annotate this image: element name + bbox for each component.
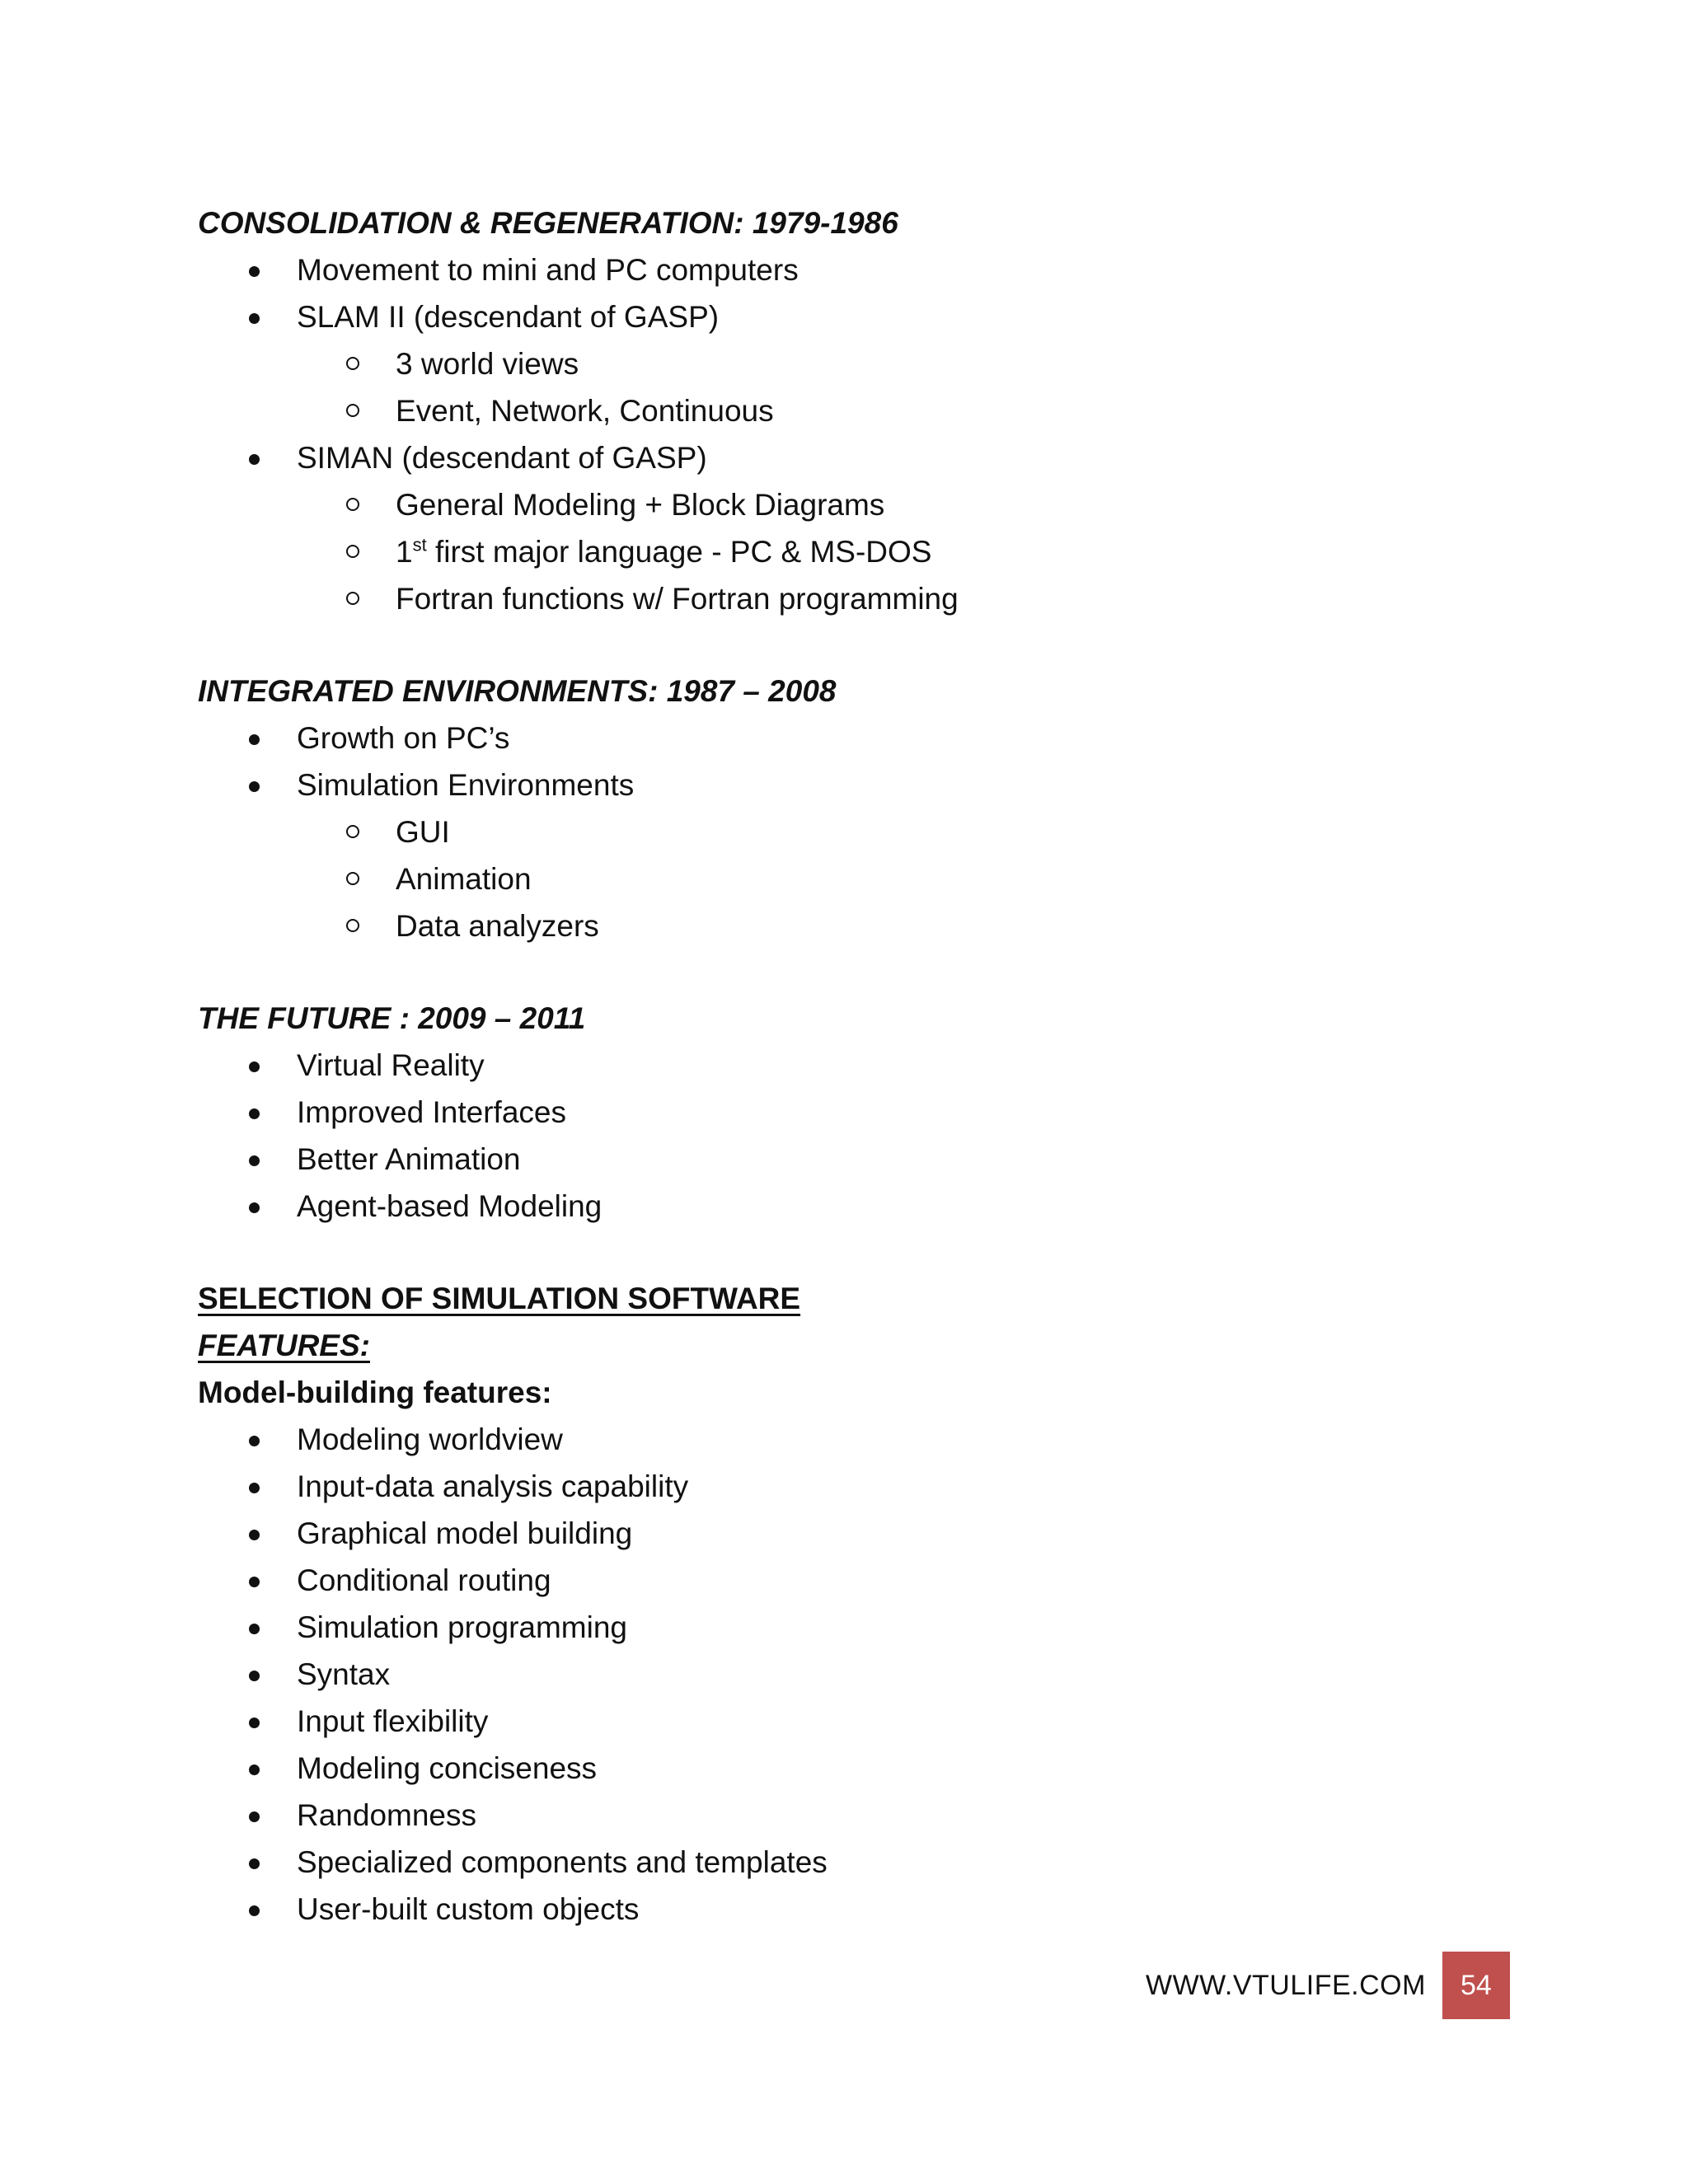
bullet-item (198, 715, 1517, 762)
bullet-circle-icon (346, 872, 359, 885)
bullet-dot-icon (249, 1530, 260, 1540)
list-item (198, 1745, 1517, 1792)
ordinal-suffix: st (412, 534, 427, 555)
bullet-dot-icon (249, 1905, 260, 1916)
bullet-dot-icon (249, 1858, 260, 1869)
sub-bullet-item (198, 808, 1517, 855)
bullet-text: Movement to mini and PC computers (297, 253, 799, 287)
bullet-item (198, 434, 1517, 481)
bullet-dot-icon (249, 1202, 260, 1213)
bullet-item (198, 1089, 1517, 1136)
list-item (198, 1416, 1517, 1463)
bullet-item (198, 1042, 1517, 1089)
sub-bullet-item (198, 902, 1517, 949)
bullet-dot-icon (249, 266, 260, 277)
page-number-badge: 54 (1442, 1952, 1510, 2019)
page-content (198, 199, 1517, 1933)
section-heading-integrated: INTEGRATED ENVIRONMENTS: 1987 – 2008 (198, 674, 837, 708)
bullet-dot-icon (249, 1108, 260, 1119)
list-item (198, 1651, 1517, 1698)
bullet-text: Growth on PC’s (297, 721, 510, 755)
bullet-dot-icon (249, 1671, 260, 1681)
bullet-dot-icon (249, 1765, 260, 1775)
bullet-text: Agent-based Modeling (297, 1189, 603, 1223)
bullet-circle-icon (346, 404, 359, 417)
list-item-text: Input-data analysis capability (297, 1469, 689, 1503)
list-item (198, 1557, 1517, 1604)
bullet-item (198, 762, 1517, 808)
bullet-dot-icon (249, 734, 260, 745)
list-item-text: Specialized components and templates (297, 1845, 828, 1879)
bullet-text: SLAM II (descendant of GASP) (297, 300, 720, 334)
sub-bullet-text: 3 world views (396, 347, 579, 381)
bullet-dot-icon (249, 1483, 260, 1493)
bullet-dot-icon (249, 1811, 260, 1822)
bullet-circle-icon (346, 825, 359, 838)
sub-bullet-item (198, 855, 1517, 902)
list-item-text: Simulation programming (297, 1610, 628, 1644)
list-item (198, 1604, 1517, 1651)
list-item-text: Modeling worldview (297, 1422, 563, 1456)
bullet-dot-icon (249, 1624, 260, 1634)
list-item (198, 1698, 1517, 1745)
bullet-text: Improved Interfaces (297, 1095, 566, 1129)
bullet-dot-icon (249, 1577, 260, 1587)
section-heading-future: THE FUTURE : 2009 – 2011 (198, 1001, 586, 1035)
list-item-text: Graphical model building (297, 1516, 633, 1550)
bullet-dot-icon (249, 454, 260, 465)
list-item-text: Conditional routing (297, 1563, 551, 1597)
sub-bullet-text: first major language - PC & MS-DOS (426, 535, 932, 569)
list-item-text: Randomness (297, 1798, 477, 1832)
bullet-circle-icon (346, 545, 359, 558)
list-item (198, 1886, 1517, 1933)
list-item-text: Input flexibility (297, 1704, 489, 1738)
sub-bullet-item (198, 481, 1517, 528)
bullet-text: Simulation Environments (297, 768, 635, 802)
sub-bullet-text: Event, Network, Continuous (396, 394, 774, 428)
group-heading-model-building: Model-building features: (198, 1376, 552, 1409)
bullet-text: Better Animation (297, 1142, 521, 1176)
bullet-dot-icon (249, 1062, 260, 1072)
page-footer (1146, 1952, 1510, 2019)
bullet-dot-icon (249, 1155, 260, 1166)
section-spacer (198, 622, 1517, 668)
ordinal-number: 1 (396, 535, 413, 569)
bullet-item (198, 1136, 1517, 1183)
section-heading-consolidation: CONSOLIDATION & REGENERATION: 1979-1986 (198, 206, 898, 240)
list-item-text: User-built custom objects (297, 1892, 640, 1926)
list-item-text: Syntax (297, 1657, 391, 1691)
bullet-circle-icon (346, 357, 359, 370)
list-item (198, 1510, 1517, 1557)
bullet-circle-icon (346, 919, 359, 932)
footer-site-link[interactable]: WWW.VTULIFE.COM (1146, 1969, 1426, 2001)
bullet-item (198, 293, 1517, 340)
bullet-item (198, 246, 1517, 293)
section-heading-selection: SELECTION OF SIMULATION SOFTWARE (198, 1282, 801, 1315)
bullet-dot-icon (249, 781, 260, 792)
bullet-circle-icon (346, 498, 359, 511)
sub-bullet-text: GUI (396, 815, 450, 849)
bullet-dot-icon (249, 1718, 260, 1728)
list-item-text: Modeling conciseness (297, 1751, 598, 1785)
sub-bullet-text: Fortran functions w/ Fortran programming (396, 582, 959, 616)
subheading-features: FEATURES: (198, 1329, 370, 1362)
sub-bullet-item (198, 387, 1517, 434)
bullet-dot-icon (249, 313, 260, 324)
bullet-circle-icon (346, 592, 359, 605)
section-spacer (198, 1230, 1517, 1275)
bullet-text: SIMAN (descendant of GASP) (297, 441, 707, 475)
sub-bullet-text: General Modeling + Block Diagrams (396, 488, 885, 522)
bullet-dot-icon (249, 1436, 260, 1446)
list-item (198, 1839, 1517, 1886)
list-item (198, 1792, 1517, 1839)
sub-bullet-text: Animation (396, 862, 532, 896)
sub-bullet-item (198, 340, 1517, 387)
list-item (198, 1463, 1517, 1510)
sub-bullet-item (198, 575, 1517, 622)
bullet-text: Virtual Reality (297, 1048, 485, 1082)
sub-bullet-item (198, 528, 1517, 575)
section-spacer (198, 949, 1517, 995)
sub-bullet-text: Data analyzers (396, 909, 599, 943)
bullet-item (198, 1183, 1517, 1230)
